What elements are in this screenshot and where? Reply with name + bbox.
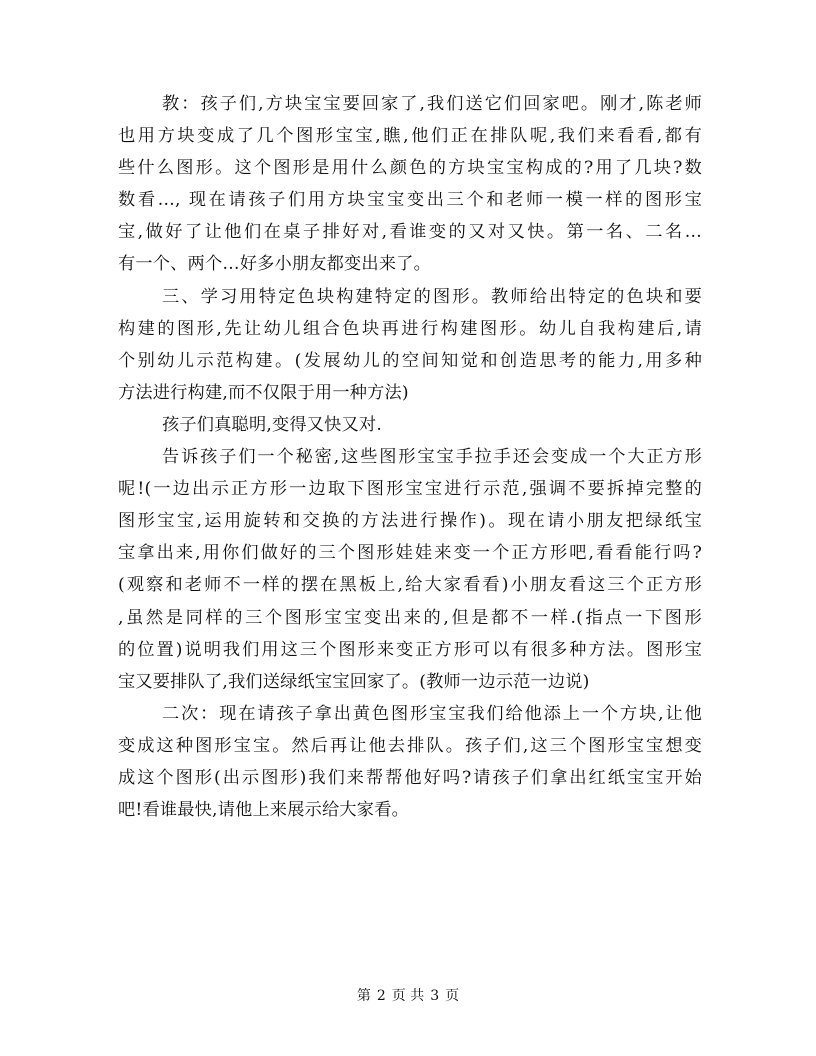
- text-line: (观察和老师不一样的摆在黑板上,给大家看看)小朋友看这三个正方形: [118, 575, 702, 596]
- text-line: 有一个、两个…好多小朋友都变出来了。: [118, 254, 431, 275]
- document-body: [118, 88, 702, 826]
- footer-suffix: 页: [445, 988, 460, 1004]
- current-page-number: 2: [376, 988, 386, 1004]
- paragraph-praise: [118, 409, 702, 441]
- text-line: 构建的图形,先让幼儿组合色块再进行构建图形。幼儿自我构建后,请: [118, 318, 702, 339]
- text-line: ,虽然是同样的三个图形宝宝变出来的,但是都不一样.(指点一下图形: [118, 607, 702, 628]
- text-line: 二次：现在请孩子拿出黄色图形宝宝我们给他添上一个方块,让他: [162, 703, 702, 724]
- paragraph-second-round: [118, 698, 702, 826]
- text-line: 呢!(一边出示正方形一边取下图形宝宝进行示范,强调不要拆掉完整的: [118, 479, 702, 500]
- text-line: 些什么图形。这个图形是用什么颜色的方块宝宝构成的?用了几块?数: [118, 158, 702, 179]
- paragraph-teacher-intro: [118, 88, 702, 281]
- text-line: 教：孩子们,方块宝宝要回家了,我们送它们回家吧。刚才,陈老师: [162, 94, 702, 114]
- footer-middle: 页 共: [391, 988, 425, 1004]
- total-page-count: 3: [430, 988, 440, 1004]
- text-line: 图形宝宝,运用旋转和交换的方法进行操作)。现在请小朋友把绿纸宝: [118, 511, 702, 532]
- text-line: 告诉孩子们一个秘密,这些图形宝宝手拉手还会变成一个大正方形: [162, 447, 702, 468]
- page-footer: [0, 986, 816, 1006]
- text-line: 也用方块变成了几个图形宝宝,瞧,他们正在排队呢,我们来看看,都有: [118, 126, 702, 147]
- text-line: 数看…, 现在请孩子们用方块宝宝变出三个和老师一模一样的图形宝: [118, 190, 702, 211]
- paragraph-section-three: [118, 281, 702, 409]
- text-line: 成这个图形(出示图形)我们来帮帮他好吗?请孩子们拿出红纸宝宝开始: [118, 767, 702, 788]
- text-line: 孩子们真聪明,变得又快又对.: [162, 414, 382, 435]
- text-line: 个别幼儿示范构建。(发展幼儿的空间知觉和创造思考的能力,用多种: [118, 350, 702, 371]
- text-line: 宝又要排队了,我们送绿纸宝宝回家了。(教师一边示范一边说): [118, 671, 590, 692]
- text-line: 的位置)说明我们用这三个图形来变正方形可以有很多种方法。图形宝: [118, 639, 702, 660]
- text-line: 变成这种图形宝宝。然后再让他去排队。孩子们,这三个图形宝宝想变: [118, 735, 702, 756]
- text-line: 宝,做好了让他们在桌子排好对,看谁变的又对又快。第一名、二名…: [118, 222, 702, 243]
- text-line: 三、学习用特定色块构建特定的图形。教师给出特定的色块和要: [162, 286, 702, 307]
- text-line: 方法进行构建,而不仅限于用一种方法): [118, 382, 409, 403]
- text-line: 宝拿出来,用你们做好的三个图形娃娃来变一个正方形吧,看看能行吗?: [118, 543, 702, 564]
- text-line: 吧!看谁最快,请他上来展示给大家看。: [118, 800, 409, 821]
- footer-prefix: 第: [356, 988, 371, 1004]
- paragraph-secret-square: [118, 441, 702, 698]
